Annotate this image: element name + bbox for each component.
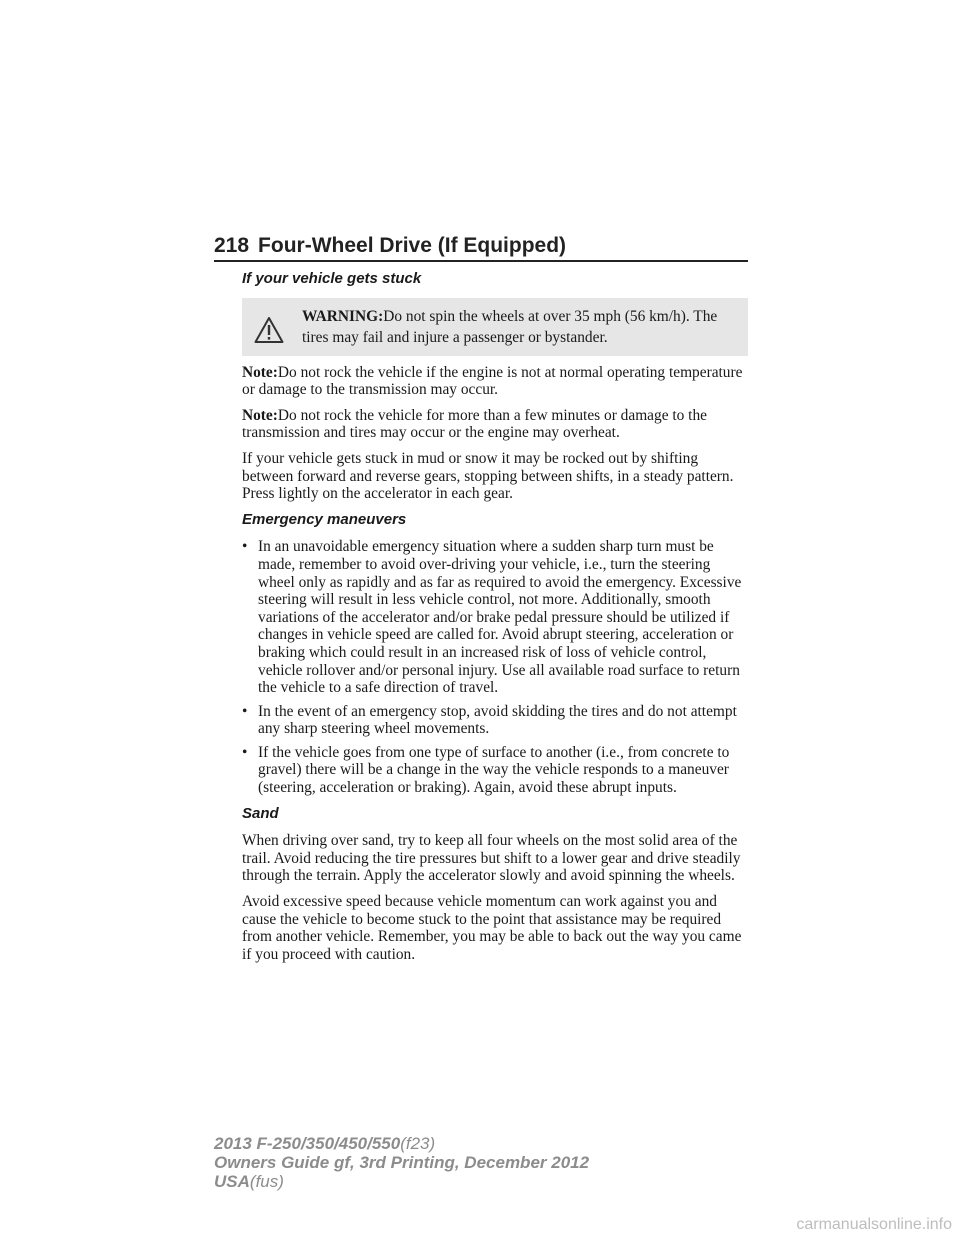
footer-region: USA xyxy=(214,1172,250,1191)
warning-text xyxy=(302,306,740,348)
page-number: 218 xyxy=(214,234,250,257)
note-label: Note: xyxy=(242,363,278,381)
footer-printing: Owners Guide gf, 3rd Printing, December 2012 xyxy=(214,1153,590,1172)
emergency-list xyxy=(242,538,748,796)
note-text: Do not rock the vehicle for more than a few minutes or damage to the transmission and tires may occur or the engine may overheat. xyxy=(242,406,707,442)
warning-message: Do not spin the wheels at over 35 mph (56 km/h). The tires may fail and injure a passenger or bystander. xyxy=(302,307,718,346)
bullet: • xyxy=(242,743,248,761)
list-item-text: If the vehicle goes from one type of surface to another (i.e., from concrete to gravel) there will be a change in the way the vehicle responds to a maneuver (steering, acceleration or braking). Again, avoid these abrupt inputs. xyxy=(258,743,730,797)
warning-box xyxy=(242,298,748,356)
list-item-text: In an unavoidable emergency situation where a sudden sharp turn must be made, remember to avoid over-driving your vehicle, i.e., turn the steering wheel only as rapidly and as far as required to avoid the emergency. Excessive steering will result in less vehicle control, not more. Additionally, smooth variations of the accelerator and/or brake pedal pressure should be utilized if changes in vehicle speed are called for. Avoid abrupt steering, acceleration or braking which could result in an increased risk of loss of vehicle control, vehicle rollover and/or personal injury. Use all available road surface to return the vehicle to a safe direction of travel. xyxy=(258,538,742,697)
paragraph-sand-driving: When driving over sand, try to keep all four wheels on the most solid area of the trail. Avoid reducing the tire pressures but shift to a lower gear and drive steadily through the terrain. Apply the accelerator slowly and avoid spinning the wheels. xyxy=(242,832,741,885)
footer-model-line xyxy=(214,1134,589,1153)
page-footer xyxy=(214,1134,589,1191)
page-content xyxy=(242,266,748,971)
warning-triangle-icon xyxy=(254,316,284,344)
heading-sand: Sand xyxy=(242,804,279,822)
footer-model-code: (f23) xyxy=(400,1134,436,1153)
bullet: • xyxy=(242,702,248,720)
chapter-title: Four-Wheel Drive (If Equipped) xyxy=(258,234,567,257)
list-item-text: In the event of an emergency stop, avoid skidding the tires and do not attempt any sharp steering wheel movements. xyxy=(258,702,737,738)
note-rocking-duration xyxy=(242,407,748,442)
footer-model: 2013 F-250/350/450/550 xyxy=(214,1134,401,1153)
watermark: carmanualsonline.info xyxy=(796,1216,952,1233)
note-text: Do not rock the vehicle if the engine is not at normal operating temperature or damage to the transmission may occur. xyxy=(242,363,743,399)
footer-region-code: (fus) xyxy=(249,1172,284,1191)
list-item xyxy=(242,703,748,738)
warning-label: WARNING: xyxy=(302,307,384,325)
paragraph-rocking-out: If your vehicle gets stuck in mud or snow it may be rocked out by shifting between forward and reverse gears, stopping between shifts, in a steady pattern. Press lightly on the accelerator in each gear. xyxy=(242,449,734,503)
bullet: • xyxy=(242,538,248,556)
paragraph-sand-speed: Avoid excessive speed because vehicle momentum can work against you and cause the vehicle to become stuck to the point that assistance may be required from another vehicle. Remember, you may be able to back out the way you came if you proceed with caution. xyxy=(242,893,742,963)
heading-emergency-maneuvers: Emergency maneuvers xyxy=(242,510,407,528)
footer-region-line xyxy=(214,1172,589,1191)
note-label: Note: xyxy=(242,406,278,424)
note-engine-temperature xyxy=(242,364,748,399)
list-item xyxy=(242,744,748,797)
page-header xyxy=(214,228,748,262)
heading-stuck: If your vehicle gets stuck xyxy=(242,270,422,287)
list-item xyxy=(242,538,748,696)
